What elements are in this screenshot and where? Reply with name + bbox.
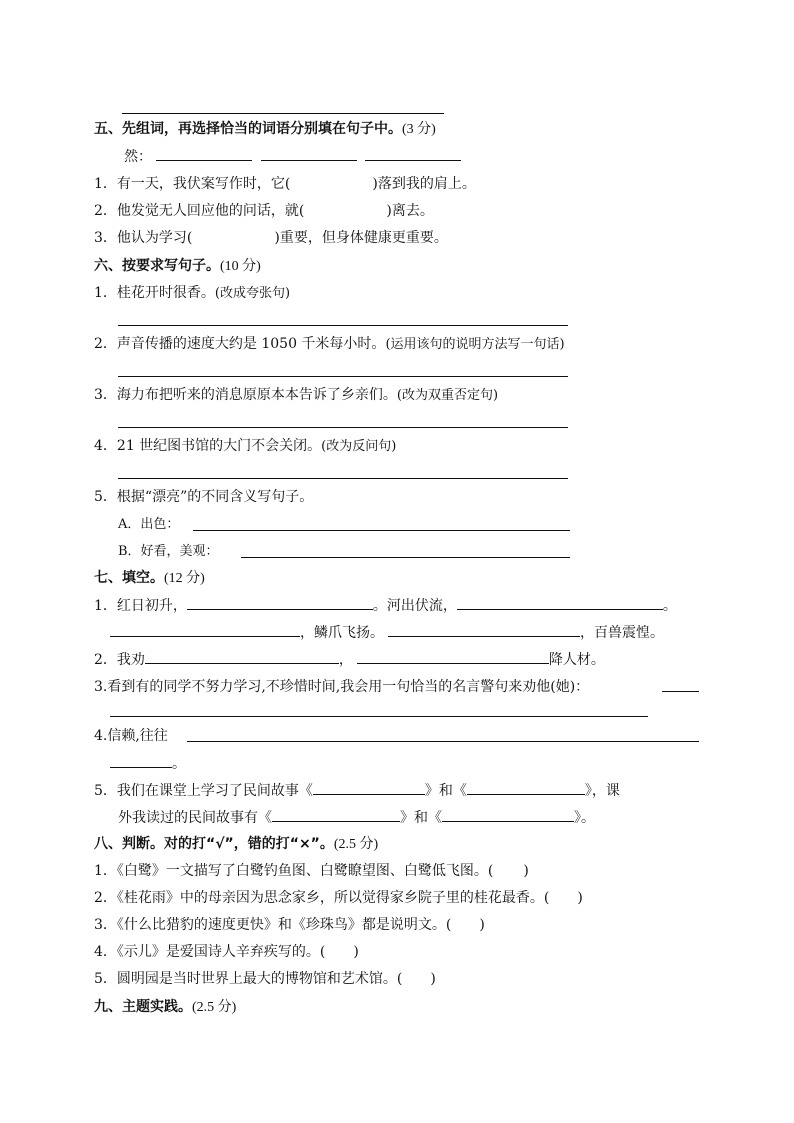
section-7-heading: 七、填空。(12 分) [94,570,205,586]
judgement-item: 1．《白鹭》一文描写了白鹭钓鱼图、白鹭瞭望图、白鹭低飞图。( ) [94,863,529,879]
sub-question-a: A．出色： [118,517,180,532]
answer-line[interactable] [241,557,570,558]
section-5-heading: 五、先组词，再选择恰当的词语分别填在句子中。(3 分) [94,121,436,137]
question: 3.看到有的同学不努力学习,不珍惜时间,我会用一句恰当的名言警句来劝他(她)： [94,679,590,695]
blank[interactable] [442,807,574,822]
question: 2．声音传播的速度大约是 1050 千米每小时。(运用该句的说明方法写一句话) [94,336,565,352]
blank[interactable] [110,622,300,637]
question: 4．21 世纪图书馆的大门不会关闭。(改为反问句) [94,438,397,454]
blank[interactable] [187,595,373,610]
question: 3．海力布把听来的消息原原本本告诉了乡亲们。(改为双重否定句) [94,387,499,403]
blank[interactable] [261,146,357,161]
blank[interactable] [467,780,585,795]
question: 2．他发觉无人回应他的问话，就( )离去。 [94,203,434,219]
answer-line[interactable] [118,376,568,377]
word-group-row: 然： [124,146,704,167]
blank[interactable] [156,146,252,161]
question: 1．有一天，我伏案写作时，它( )落到我的肩上。 [94,176,476,192]
question: 2．我劝 ， 降人材。 [94,649,704,670]
judgement-item: 3．《什么比猎豹的速度更快》和《珍珠鸟》都是说明文。( ) [94,917,485,933]
answer-line[interactable] [118,478,568,479]
judgement-item: 4．《示儿》是爱国诗人辛弃疾写的。( ) [94,944,359,960]
answer-line[interactable] [193,530,570,531]
blank[interactable] [365,146,461,161]
blank[interactable] [145,649,339,664]
blank[interactable] [272,807,400,822]
question: 1．桂花开时很香。(改成夸张句) [94,285,291,301]
answer-line[interactable] [110,716,648,717]
section-9-heading: 九、主题实践。(2.5 分) [94,999,237,1015]
section-6-heading: 六、按要求写句子。(10 分) [94,258,261,274]
blank[interactable] [457,595,663,610]
question: 5．根据“漂亮”的不同含义写句子。 [94,489,314,505]
judgement-item: 2．《桂花雨》中的母亲因为思念家乡，所以觉得家乡院子里的桂花最香。( ) [94,890,583,906]
question: 1．红日初升， 。河出伏流， 。 [94,595,704,616]
answer-line[interactable] [187,741,699,742]
answer-line[interactable] [662,691,699,692]
question: 3．他认为学习( )重要，但身体健康更重要。 [94,230,448,246]
blank[interactable] [388,622,580,637]
blank[interactable] [313,780,425,795]
question: 4.信赖,往往 [94,728,168,744]
answer-line[interactable] [118,427,568,428]
answer-line [122,113,444,114]
answer-line[interactable] [118,325,568,326]
question-continued: 外我读过的民间故事有《 》和《 》。 [118,807,704,828]
judgement-item: 5．圆明园是当时世界上最大的博物馆和艺术馆。( ) [94,971,436,987]
question: 5．我们在课堂上学习了民间故事《 》和《 》，课 [94,780,704,801]
sub-question-b: B．好看，美观： [118,544,219,559]
sentence-end: 。 [172,756,186,772]
question-continued: ，鳞爪飞扬。 ，百兽震惶。 [110,622,704,643]
blank[interactable] [357,649,549,664]
answer-line[interactable] [110,767,172,768]
section-8-heading: 八、判断。对的打“√”，错的打“×”。(2.5 分) [94,836,379,852]
